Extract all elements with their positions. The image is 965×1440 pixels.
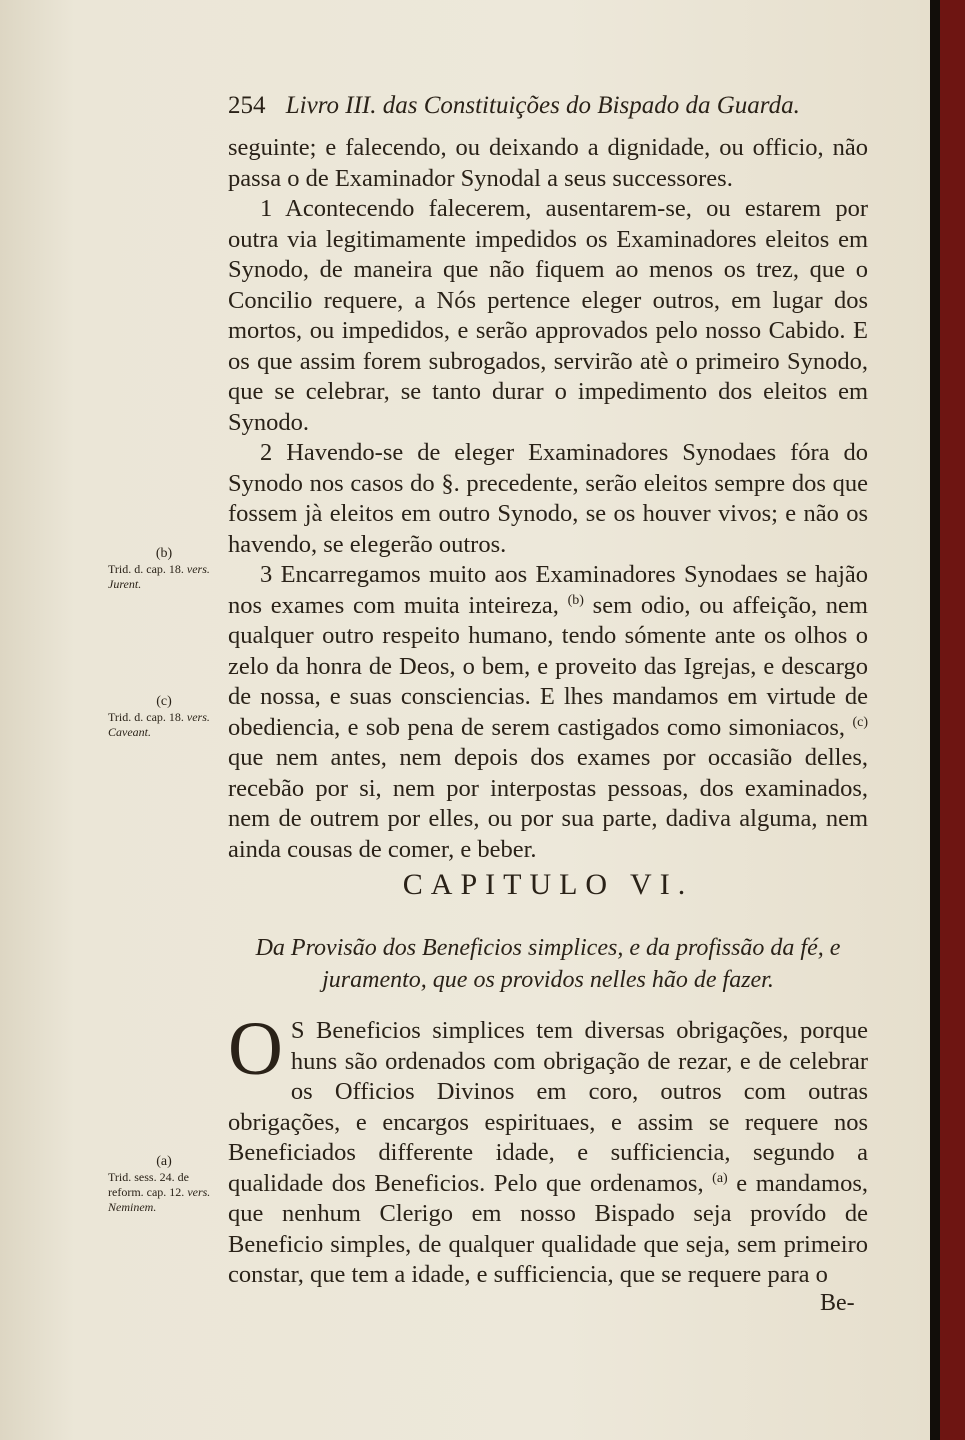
footnote-mark: (a) [712,1170,728,1186]
note-mark: (c) [156,694,172,709]
paragraph: 2 Havendo-se de eleger Examinadores Synodaes fóra do Synodo nos casos do §. precedente, serão eleitos sempre dos que fossem jà eleitos em outro Synodo, se os houver vivos; e não os havendo, se elegerão outros. [228,439,868,558]
note-text: Trid. d. cap. 18. [108,562,184,576]
note-ref: vers. Neminem. [108,1185,211,1214]
paragraph-text: que nem antes, nem depois dos exames por occasião delles, recebão por si, nem por interpostas pessoas, dos examinados, nem de outrem por elles, ou por sua parte, dadiva alguma, nem ainda cousas de comer, e beber. [228,744,868,863]
marginal-note [108,694,220,740]
running-header [228,92,878,120]
chapter-heading: CAPITULO VI. [402,868,694,901]
footnote-mark: (b) [567,592,584,608]
marginal-note [108,546,220,592]
paragraph-text: S Beneficios simplices tem diversas obrigações, porque huns são ordenados com obrigação de rezar, e de celebrar os Officios Divinos em coro, outros com outras obrigações, e encargos espirituaes, e assim se requere nos Beneficiados differente idade, e sufficiencia, segundo a qualidade dos Beneficios. Pelo que ordenamos, [228,1017,868,1197]
paragraph: 1 Acontecendo falecerem, ausentarem-se, ou estarem por outra via legitimamente impedidos os Examinadores eleitos em Synodo, de maneira que não fiquem ao menos os trez, que o Concilio requere, a Nós pertence eleger outros, em lugar dos mortos, ou impedidos, e serão approvados pelo nosso Cabido. E os que assim forem subrogados, servirão atè o primeiro Synodo, que se celebrar, se tanto durar o impedimento dos eleitos em Synodo. [228,195,868,436]
drop-cap: O [228,1007,283,1091]
paragraph-text: e mandamos, que nenhum Clerigo em nosso Bispado seja provído de Beneficio simples, de qualquer qualidade que seja, sem primeiro constar, que tem a idade, e sufficiencia, que se requere para o [228,1169,868,1288]
page-number: 254 [228,92,266,119]
chapter-subtitle: Da Provisão dos Beneficios simplices, e da profissão da fé, e juramento, que os providos nelles hão de fazer. [255,935,841,993]
note-ref: vers. Jurent. [108,562,210,591]
note-ref: vers. Caveant. [108,710,210,739]
main-text [228,133,868,865]
marginal-note [108,1154,220,1215]
note-text: Trid. d. cap. 18. [108,710,184,724]
adjacent-page-edge [940,0,965,1440]
paragraph-text: sem odio, ou affeição, nem qualquer outro respeito humano, tendo sómente ante os olhos o zelo da honra de Deos, o bem, e proveito das Igrejas, e descargo de nossa, e suas consciencias. E lhes mandamos em virtude de obediencia, e sob pena de serem castigados como simoniacos, [228,591,868,741]
catchword: Be- [820,1290,855,1316]
note-text: Trid. sess. 24. de reform. cap. 12. [108,1170,189,1199]
footnote-mark: (c) [852,714,868,730]
paragraph [228,560,868,865]
note-mark: (b) [155,546,173,561]
paragraph-text: 3 Encarregamos muito aos Examinadores Synodaes se hajão nos exames com muita inteireza, [228,561,868,619]
running-title: Livro III. das Constituições do Bispado da Guarda. [285,92,800,119]
paragraph: seguinte; e falecendo, ou deixando a dignidade, ou officio, não passa o de Examinador Synodal a seus successores. [228,134,868,192]
chapter-text [228,1007,868,1291]
note-mark: (a) [156,1154,172,1169]
